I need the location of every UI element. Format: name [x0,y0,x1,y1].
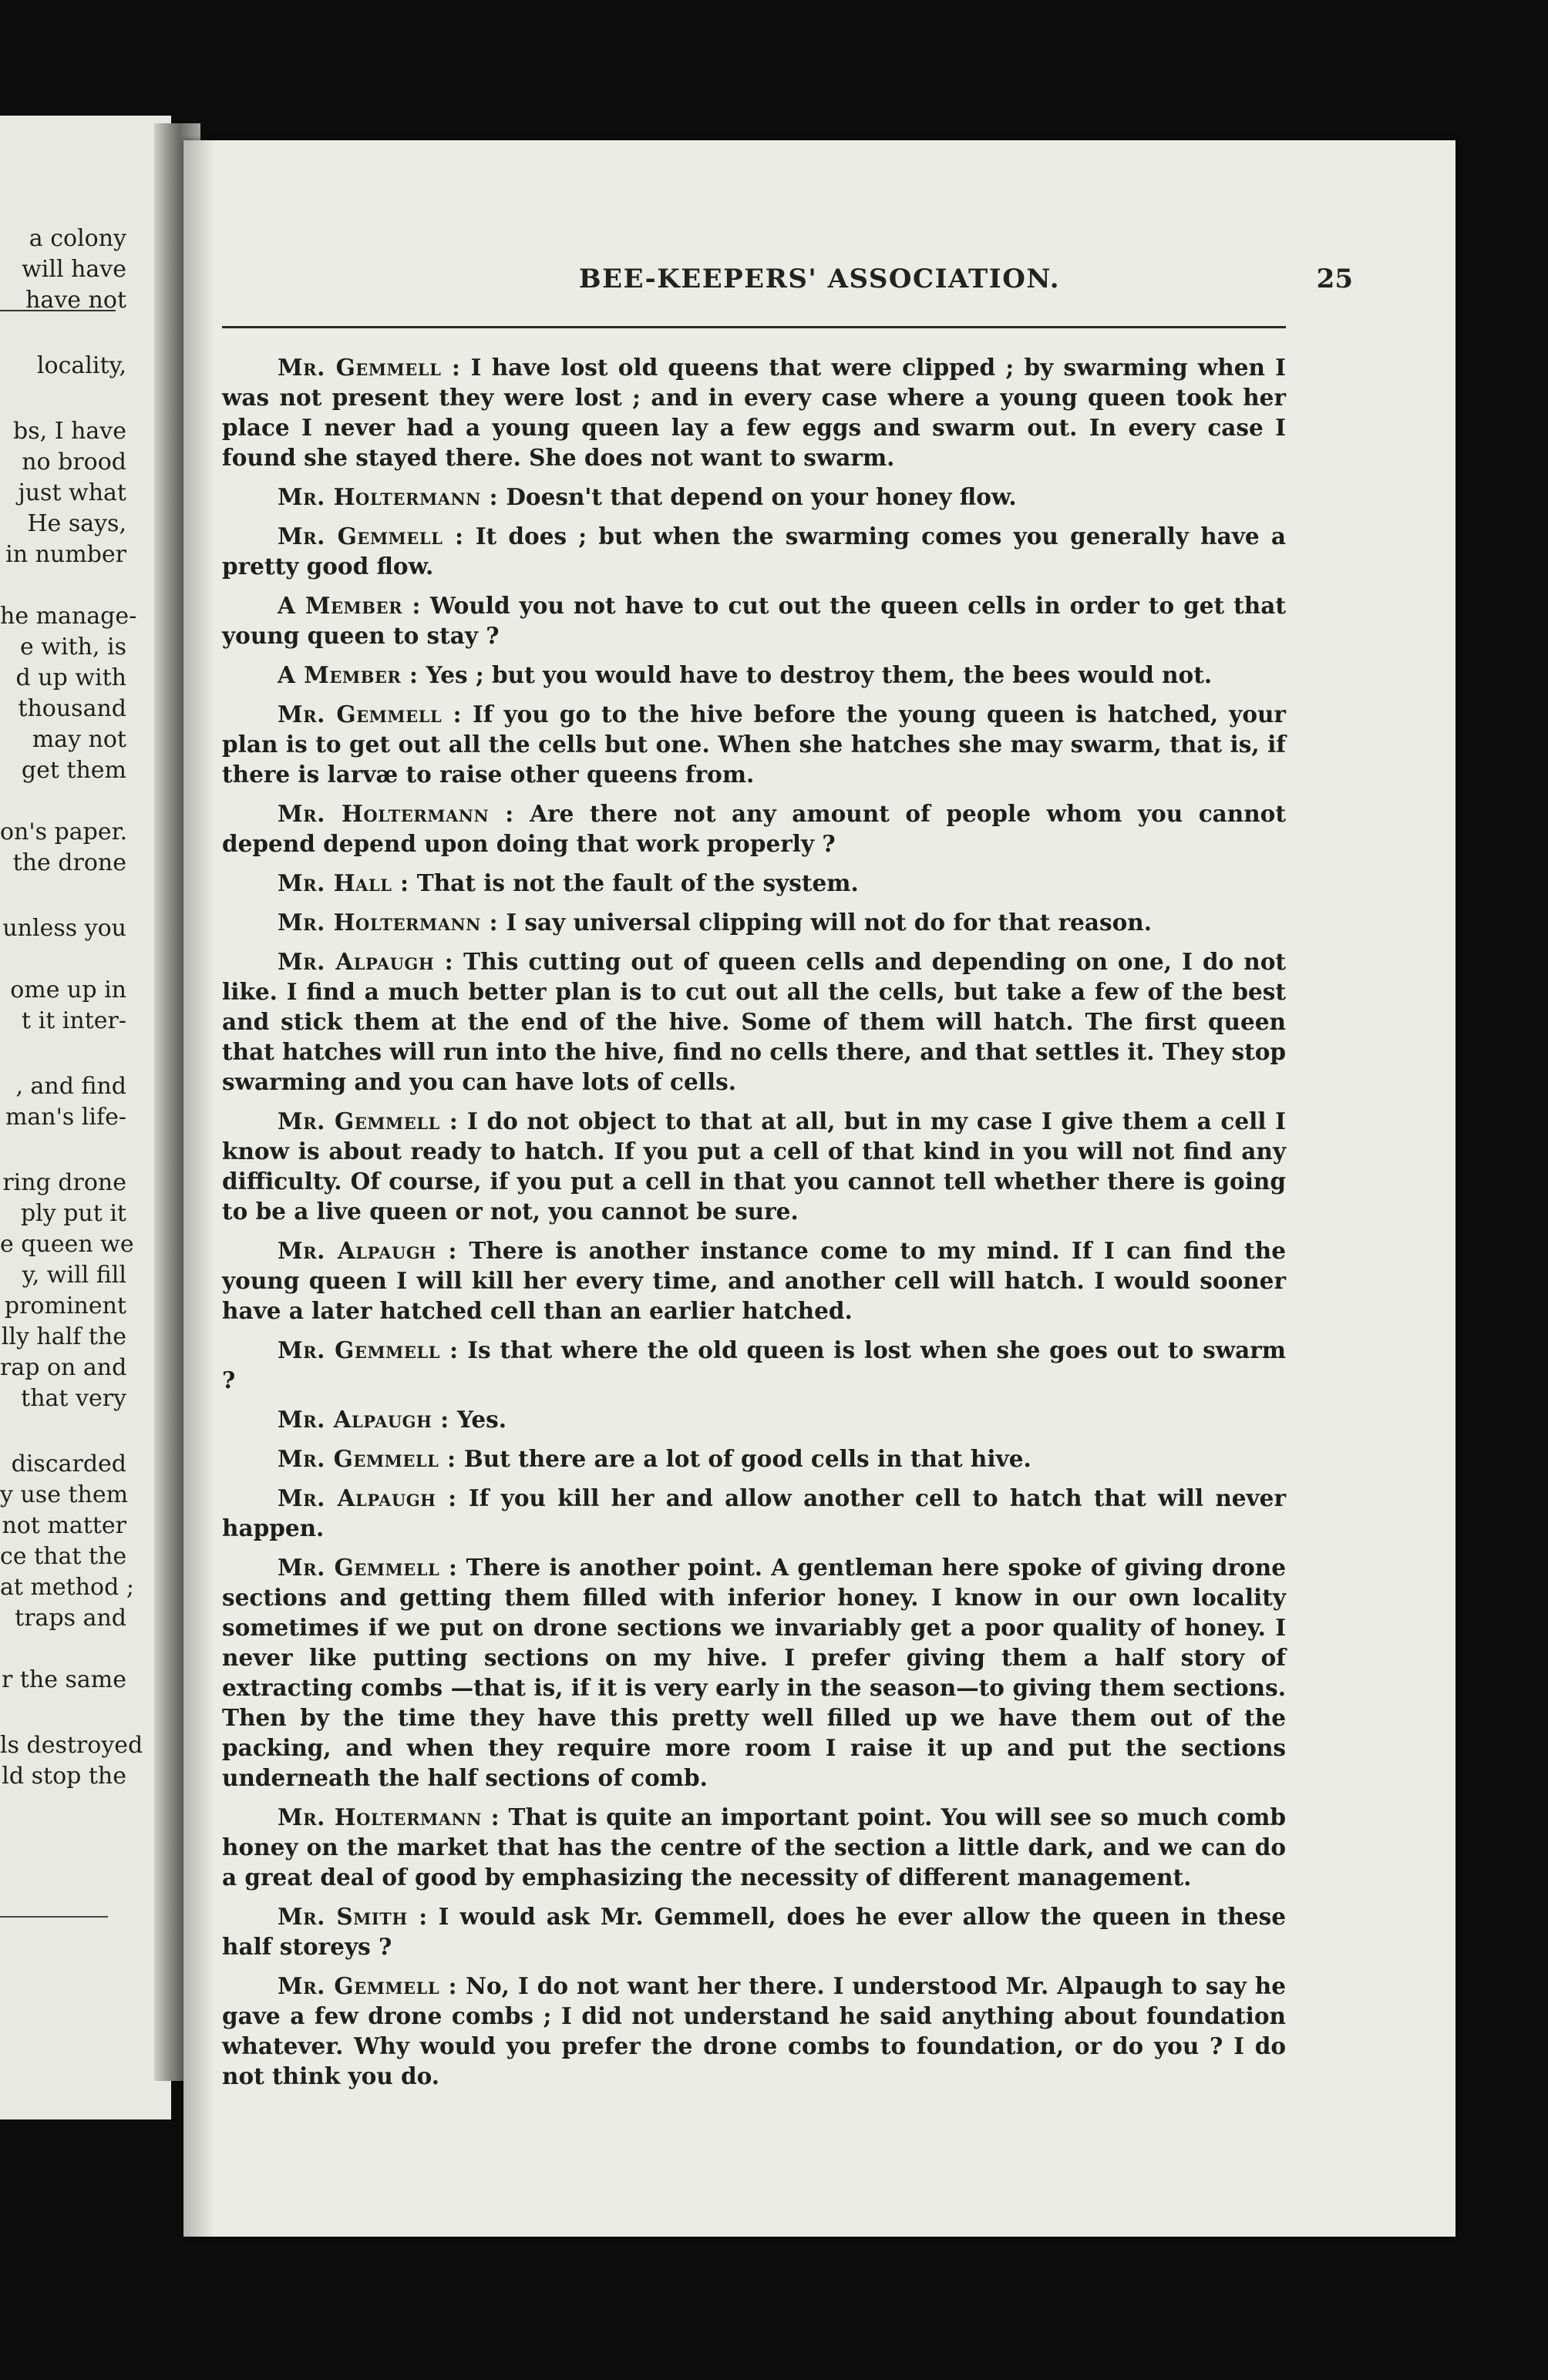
previous-page-line: not matter [2,1512,126,1539]
speech-text: I have lost old queens that were clipped ; by swarming when I was not present they were lost ; and in every case where a young queen took her place I never had a young queen lay a few eggs and swarm out. In every case I found she stayed there. She does not want to swarm. [222,354,1286,471]
speaker-name: Mr. Gemmell : [278,701,462,728]
previous-page-line: rap on and [0,1354,127,1381]
transcript-paragraph [222,1552,1286,1793]
previous-page-line: he manage- [0,603,137,630]
previous-page-line: ome up in [10,977,126,1003]
previous-page-line: on's paper. [0,819,128,845]
speech-text: I would ask Mr. Gemmell, does he ever allow the queen in these half storeys ? [222,1903,1286,1960]
speech-text: That is quite an important point. You will see so much comb honey on the market that has the centre of the section a little dark, and we can do a great deal of good by emphasizing the necessity of different management. [222,1803,1286,1891]
speaker-name: Mr. Smith : [278,1903,428,1930]
speech-text: That is not the fault of the system. [409,869,859,896]
previous-page-bottom-rule [0,1916,108,1918]
speaker-name: Mr. Gemmell : [278,1336,459,1363]
running-title: BEE-KEEPERS' ASSOCIATION. [578,264,1061,294]
transcript-paragraph [222,868,1286,898]
transcript-paragraph [222,1444,1286,1474]
speech-text: If you go to the hive before the young queen is hatched, your plan is to get out all the cells but one. When she hatches she may swarm, that is, if there is larvæ to raise other queens from. [222,701,1286,788]
previous-page-line: just what [18,479,126,506]
transcript-paragraph [222,1802,1286,1892]
speaker-name: Mr. Gemmell : [278,354,461,381]
speaker-name: Mr. Gemmell : [278,1972,458,1999]
previous-page-line: no brood [22,449,126,476]
transcript-paragraph [222,907,1286,937]
transcript-paragraph [222,1971,1286,2091]
page-number: 25 [1316,264,1353,294]
transcript-paragraph [222,1901,1286,1961]
speaker-name: Mr. Gemmell : [278,1445,456,1472]
previous-page-line: e with, is [19,634,126,661]
previous-page-line: t it inter- [22,1007,126,1034]
speaker-name: Mr. Gemmell : [278,1554,458,1581]
speech-text: But there are a lot of good cells in that hive. [456,1445,1031,1472]
previous-page-line: bs, I have [13,418,126,445]
speech-text: I say universal clipping will not do for that reason. [498,909,1153,936]
transcript-paragraph [222,660,1286,690]
previous-page-line: a colony [29,225,126,252]
transcript-body [222,352,1286,2100]
previous-page-line: y, will fill [22,1262,126,1289]
previous-page-line: locality, [36,352,126,379]
speech-text: There is another instance come to my mind. If I can find the young queen I will kill her every time, and another cell will hatch. I would sooner have a later hatched cell than an earlier hatched. [222,1237,1287,1324]
previous-page-line: ce that the [0,1543,127,1570]
transcript-paragraph [222,482,1286,512]
speech-text: Would you not have to cut out the queen cells in order to get that young queen to stay ? [222,592,1286,649]
previous-page-line: ls destroyed [0,1732,143,1759]
speaker-name: Mr. Holtermann : [278,909,499,936]
previous-page-line: the drone [12,849,126,876]
previous-page-line: have not [25,287,126,314]
previous-page-line: ld stop the [2,1763,126,1790]
speech-text: It does ; but when the swarming comes you generally have a pretty good flow. [222,523,1286,580]
speaker-name: Mr. Alpaugh : [278,1406,449,1433]
speaker-name: A Member : [278,661,419,688]
speech-text: This cutting out of queen cells and depending on one, I do not like. I find a much better plan is to cut out all the cells, but take a few of the best and stick them at the end of the hive. Some of them will hatch. The first queen that hatches will run into the hive, find no cells there, and that settles it. They stop swarming and you can have lots of cells. [222,948,1286,1095]
speaker-name: Mr. Holtermann : [278,800,514,827]
speaker-name: Mr. Gemmell : [278,523,464,550]
previous-page-line: d up with [15,664,126,691]
speaker-name: A Member : [278,592,421,619]
speech-text: There is another point. A gentleman here spoke of giving drone sections and getting them filled with inferior honey. I know in our own locality sometimes if we put on drone sections we invariably get a poor quality of honey. I never like putting sections on my hive. I prefer giving them a half story of extracting combs —that is, if it is very early in the season—to giving them sections. Then by the time they have this pretty well filled up we have them out of the packing, and when they require more room I raise it up and put the sections underneath the half sections of comb. [222,1554,1286,1791]
previous-page-line: ply put it [20,1200,126,1227]
speech-text: Yes. [449,1406,507,1433]
previous-page-line: e queen we [0,1231,134,1258]
speaker-name: Mr. Gemmell : [278,1108,459,1135]
speaker-name: Mr. Alpaugh : [278,1484,457,1511]
previous-page-line: r the same [1,1666,126,1693]
speech-text: I do not object to that at all, but in my case I give them a cell I know is about ready to hatch. If you put a cell of that kind in you will not find any difficulty. Of course, if you put a cell in that you cannot tell whether there is going to be a live queen or not, you cannot be sure. [222,1108,1286,1225]
speaker-name: Mr. Holtermann : [278,1803,500,1830]
previous-page-line: at method ; [0,1574,134,1601]
previous-page-line: in number [5,541,126,568]
speech-text: Is that where the old queen is lost when she goes out to swarm ? [222,1336,1286,1393]
previous-page-line: get them [21,757,126,784]
speaker-name: Mr. Alpaugh : [278,948,454,975]
transcript-paragraph [222,1404,1286,1434]
speech-text: Are there not any amount of people whom you cannot depend depend upon doing that work properly ? [222,800,1286,857]
transcript-paragraph [222,590,1286,650]
speaker-name: Mr. Alpaugh : [278,1237,457,1264]
book-page [183,140,1455,2237]
previous-page-line: may not [32,726,126,753]
running-head [183,264,1455,310]
previous-page-line: unless you [2,915,126,942]
previous-page-line: y use them [0,1481,129,1508]
speaker-name: Mr. Holtermann : [278,483,499,510]
speech-text: Yes ; but you would have to destroy them, the bees would not. [418,661,1213,688]
transcript-paragraph [222,521,1286,581]
previous-page-line: traps and [15,1605,126,1632]
previous-page-line: will have [22,256,126,283]
header-rule [222,326,1286,328]
speech-text: No, I do not want her there. I understood Mr. Alpaugh to say he gave a few drone combs ; I did not understand he said anything about foundation whatever. Why would you prefer the drone combs to foundation, or do you ? I do not think you do. [222,1972,1286,2089]
speech-text: If you kill her and allow another cell to hatch that will never happen. [222,1484,1286,1541]
previous-page-line: prominent [4,1293,126,1319]
previous-page-line: discarded [11,1451,126,1477]
transcript-paragraph [222,798,1286,859]
transcript-paragraph [222,352,1286,472]
transcript-paragraph [222,1106,1286,1226]
previous-page-fragment [0,116,171,2119]
transcript-paragraph [222,1235,1286,1326]
previous-page-line: , and find [15,1073,126,1100]
previous-page-line: man's life- [5,1104,126,1131]
previous-page-line: ring drone [2,1169,126,1196]
speech-text: Doesn't that depend on your honey flow. [498,483,1017,510]
previous-page-line: that very [21,1385,126,1412]
transcript-paragraph [222,1335,1286,1395]
transcript-paragraph [222,699,1286,789]
previous-page-line: lly half the [1,1323,126,1350]
transcript-paragraph [222,946,1286,1097]
previous-page-line: He says, [27,510,126,537]
transcript-paragraph [222,1483,1286,1543]
previous-page-line: thousand [18,695,126,722]
speaker-name: Mr. Hall : [278,869,409,896]
